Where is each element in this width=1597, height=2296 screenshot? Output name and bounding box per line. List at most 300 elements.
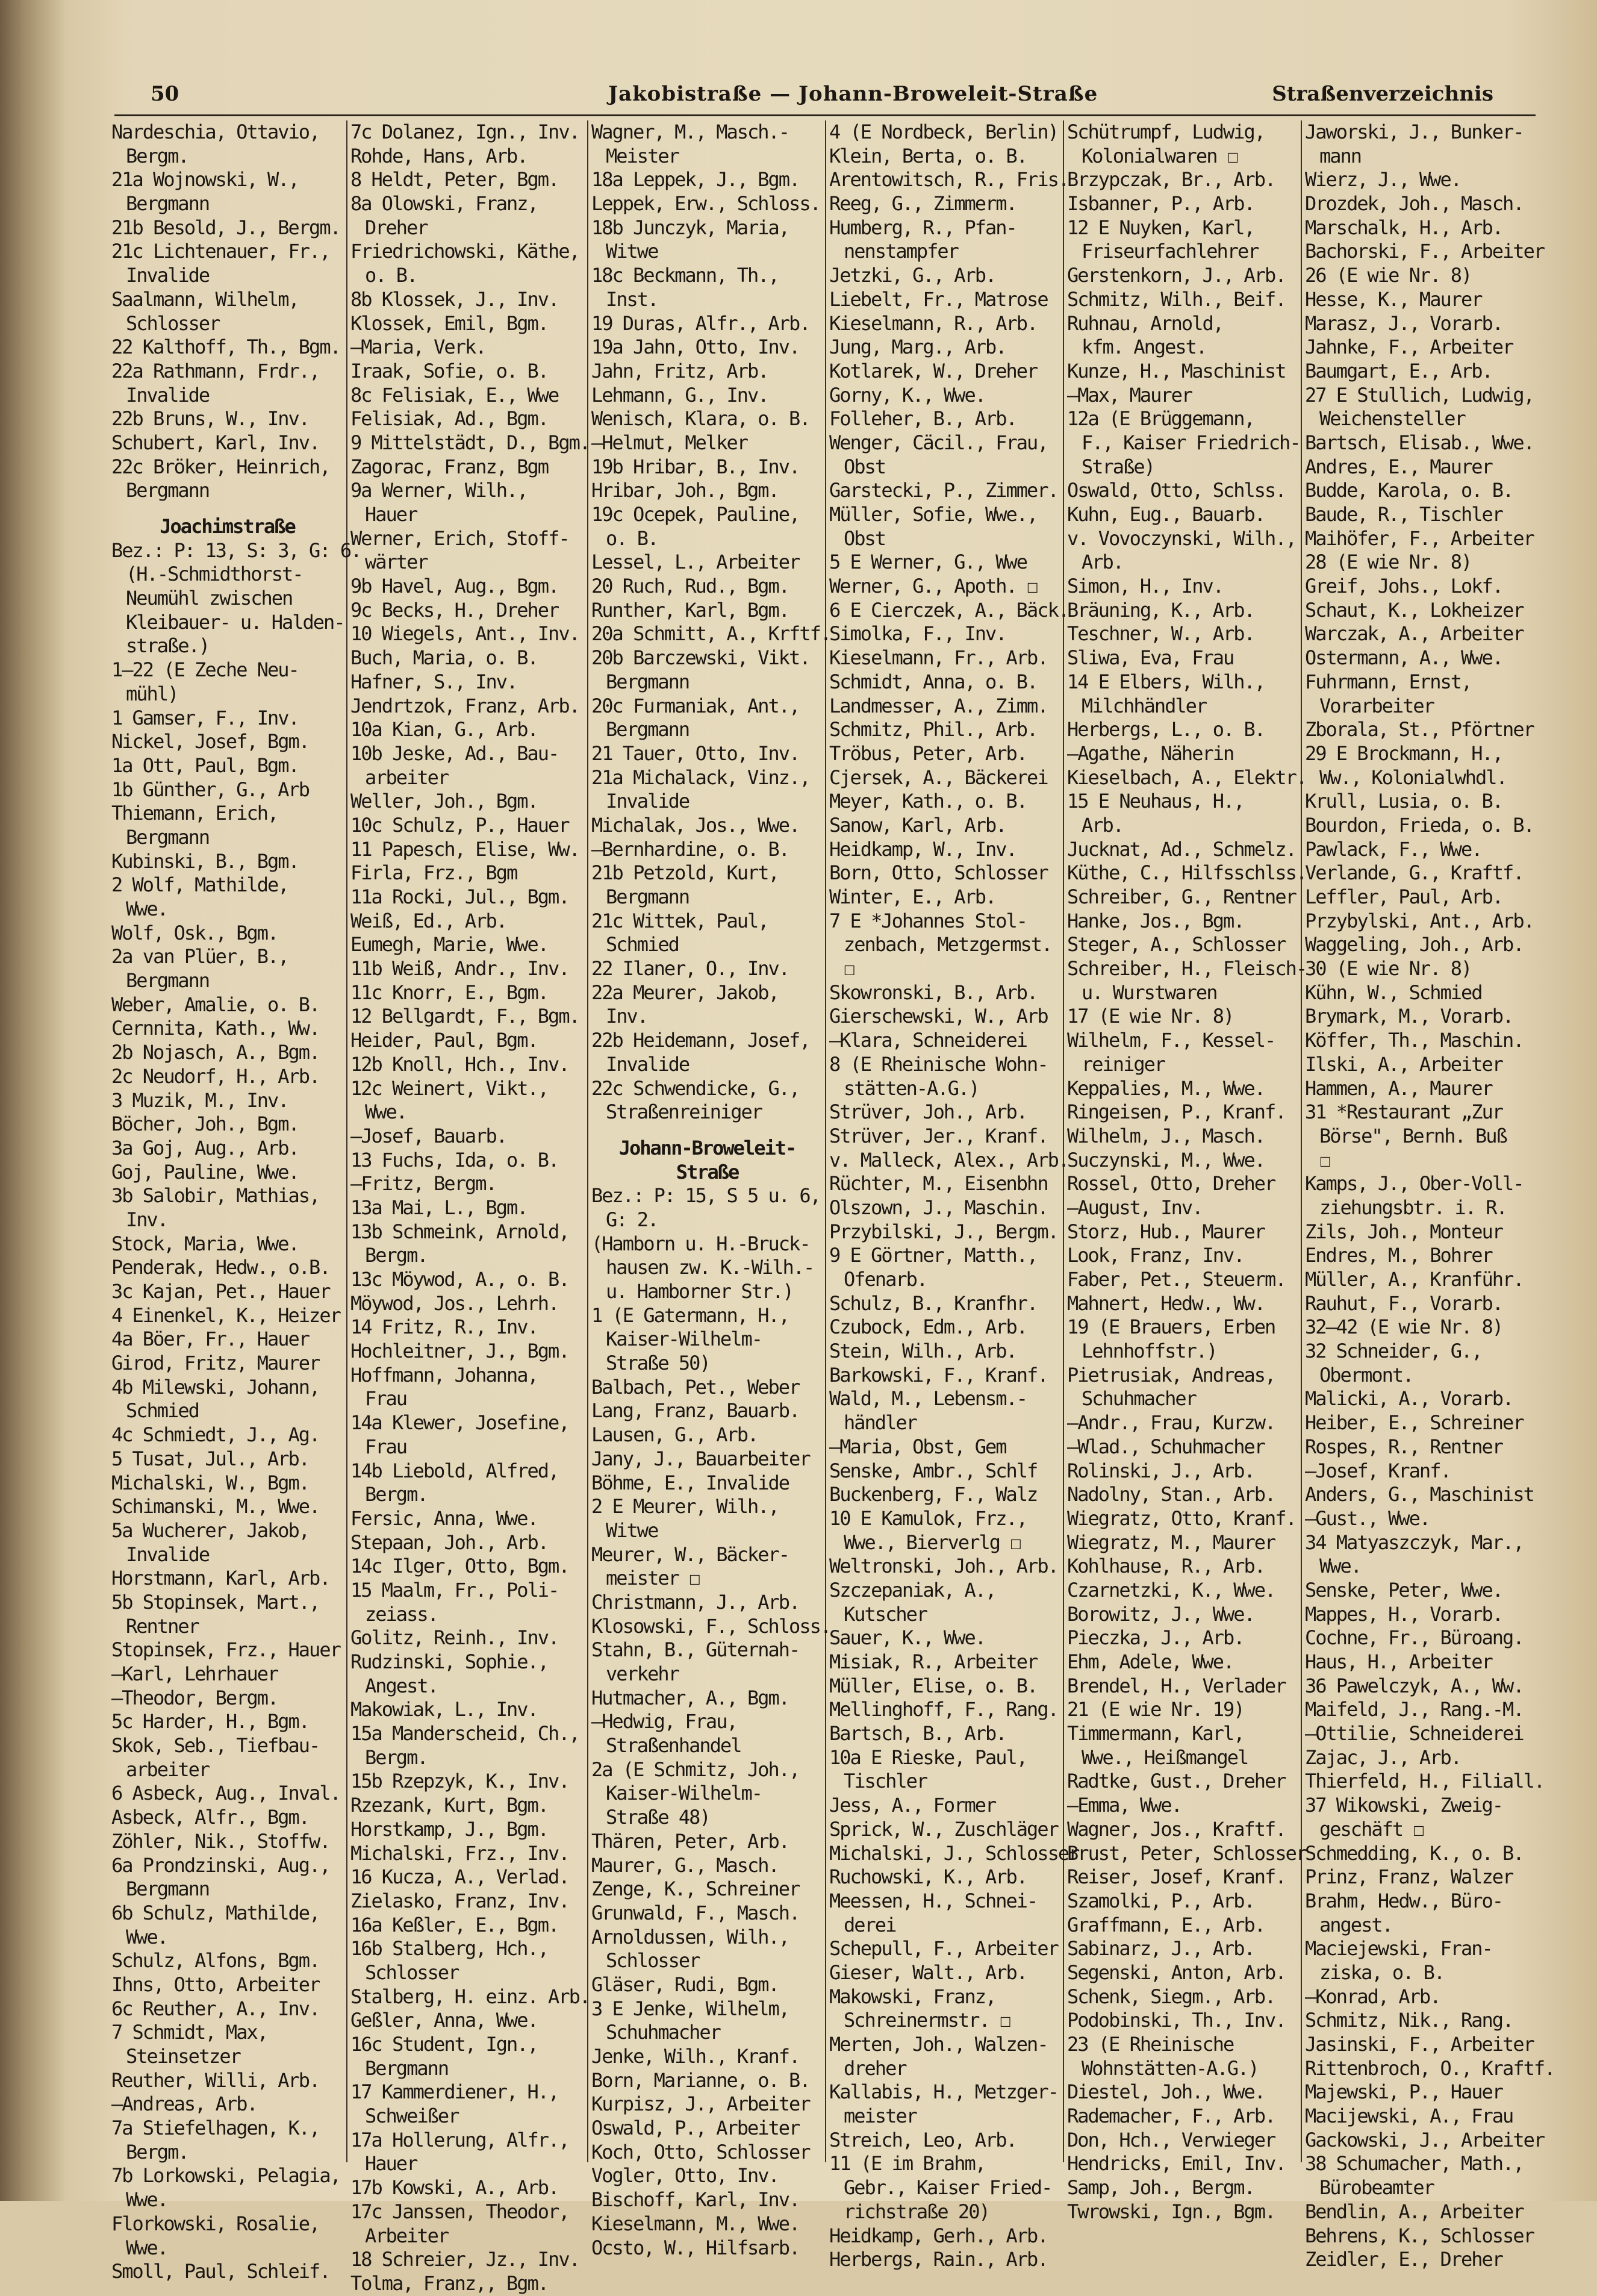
directory-entry-line: Smoll, Paul, Schleif.	[111, 2260, 330, 2283]
directory-entry-line: Simolka, F., Inv.	[829, 622, 1006, 646]
directory-entry-line: Werner, G., Apoth. ☐	[829, 575, 1038, 598]
directory-entry-line: Arbeiter	[365, 2224, 449, 2247]
directory-entry-line: Lausen, G., Arb.	[591, 1423, 758, 1447]
directory-entry-line: Thierfeld, H., Filiall.	[1305, 1770, 1545, 1793]
directory-entry-line: Rospes, R., Rentner	[1305, 1435, 1503, 1458]
directory-entry-line: Senske, Peter, Wwe.	[1305, 1578, 1503, 1602]
directory-entry-line: Budde, Karola, o. B.	[1305, 479, 1513, 502]
directory-entry-line: Endres, M., Bohrer	[1305, 1244, 1492, 1267]
directory-entry-line: Strüver, Joh., Arb.	[829, 1100, 1027, 1124]
directory-column-3	[591, 120, 831, 2259]
directory-entry-line: —August, Inv.	[1067, 1196, 1203, 1219]
directory-entry-line: Folleher, B., Arb.	[829, 407, 1016, 431]
directory-entry-line: Schmitz, Wilh., Beif.	[1067, 287, 1286, 311]
directory-entry-line: Witwe	[606, 1518, 658, 1542]
directory-entry-line: Schmedding, K., o. B.	[1305, 1841, 1524, 1865]
directory-entry-line: 9 Mittelstädt, D., Bgm.	[350, 431, 590, 454]
directory-entry-line: Verlande, G., Kraftf.	[1305, 861, 1524, 885]
directory-entry-line: Keppalies, M., Wwe.	[1067, 1076, 1265, 1100]
directory-entry-line: Rüchter, M., Eisenbhn	[829, 1172, 1048, 1196]
directory-entry-line: Baumgart, E., Arb.	[1305, 359, 1492, 382]
directory-entry-line: Hauer	[365, 2152, 417, 2176]
directory-entry-line: Bez.: P: 13, S: 3, G: 6.	[111, 538, 361, 562]
directory-entry-line: 5a Wucherer, Jakob,	[111, 1518, 310, 1542]
directory-entry-line: —Helmut, Melker	[591, 431, 747, 454]
directory-entry-line: 32 Schneider, G.,	[1305, 1340, 1482, 1363]
directory-entry-line: Kieselbach, A., Elektr.	[1067, 766, 1307, 789]
directory-entry-line: Invalide	[606, 790, 690, 813]
directory-entry-line: v. Malleck, Alex., Arb.	[829, 1148, 1069, 1171]
directory-entry-line: Rzezank, Kurt, Bgm.	[350, 1794, 549, 1817]
directory-entry-line: Schreiber, G., Rentner	[1067, 885, 1296, 908]
directory-entry-line: 20c Furmaniak, Ant.,	[591, 694, 800, 717]
directory-entry-line: Kallabis, H., Metzger-	[829, 2080, 1058, 2104]
directory-entry-line: 16b Stalberg, Hch.,	[350, 1937, 549, 1961]
directory-entry-line: Ehm, Adele, Wwe.	[1067, 1650, 1234, 1673]
directory-entry-line: Ofenarb.	[844, 1268, 927, 1291]
directory-entry-line: Hafner, S., Inv.	[350, 670, 517, 693]
directory-entry-line: Köffer, Th., Maschin.	[1305, 1029, 1524, 1052]
directory-entry-line: G: 2.	[606, 1208, 658, 1231]
directory-entry-line: Klossek, Emil, Bgm.	[350, 311, 549, 335]
directory-entry-line: Heiber, E., Schreiner	[1305, 1411, 1524, 1435]
directory-entry-line: Weller, Joh., Bgm.	[350, 790, 538, 813]
directory-entry-line: u. Wurstwaren	[1082, 981, 1217, 1004]
directory-entry-line: Jendrtzok, Franz, Arb.	[350, 694, 579, 717]
directory-entry-line: Hendricks, Emil, Inv.	[1067, 2152, 1286, 2176]
directory-entry-line: Borowitz, J., Wwe.	[1067, 1602, 1254, 1626]
directory-entry-line: 3a Goj, Aug., Arb.	[111, 1136, 299, 1159]
directory-entry-line: Arb.	[1082, 813, 1124, 837]
directory-entry-line: Cochne, Fr., Büroang.	[1305, 1626, 1524, 1650]
directory-entry-line: Simon, H., Inv.	[1067, 575, 1223, 598]
directory-entry-line: Winter, E., Arb.	[829, 885, 996, 908]
directory-entry-line: 6a Prondzinski, Aug.,	[111, 1853, 330, 1877]
directory-entry-line: Bergmann	[126, 969, 210, 993]
directory-entry-line: 21b Besold, J., Bergm.	[111, 216, 340, 239]
directory-entry-line: 12 Bellgardt, F., Bgm.	[350, 1005, 579, 1028]
directory-entry-line: Bergmann	[365, 2056, 449, 2080]
directory-entry-line: dreher	[844, 2056, 906, 2080]
directory-entry-line: Schuhmacher	[1082, 1387, 1196, 1411]
directory-entry-line: meister ☐	[606, 1567, 700, 1590]
directory-entry-line: 1 Gamser, F., Inv.	[111, 706, 299, 729]
directory-entry-line: Schulz, Alfons, Bgm.	[111, 1949, 320, 1973]
directory-entry-line: 21c Lichtenauer, Fr.,	[111, 240, 330, 263]
directory-entry-line: 3 E Jenke, Wilhelm,	[591, 1997, 789, 2020]
directory-entry-line: u. Hamborner Str.)	[606, 1280, 793, 1303]
directory-entry-line: Börse", Bernh. Buß	[1319, 1124, 1507, 1147]
directory-entry-line: 19 (E Brauers, Erben	[1067, 1315, 1275, 1339]
directory-entry-line: Mellinghoff, F., Rang.	[829, 1698, 1058, 1721]
directory-entry-line: Bergmann	[126, 192, 210, 216]
directory-entry-line: Herbergs, Rain., Arb.	[829, 2248, 1048, 2271]
directory-entry-line: Pieczka, J., Arb.	[1067, 1626, 1244, 1650]
directory-entry-line: Invalide	[126, 383, 210, 407]
directory-entry-line: 22c Bröker, Heinrich,	[111, 455, 330, 478]
directory-entry-line: —Agathe, Näherin	[1067, 741, 1234, 765]
directory-entry-line: 13c Möywod, A., o. B.	[350, 1268, 569, 1291]
directory-entry-line: ☐	[1319, 1148, 1330, 1171]
directory-entry-line: Wald, M., Lebensm.-	[829, 1387, 1027, 1411]
directory-entry-line: Schenk, Siegm., Arb.	[1067, 1985, 1275, 2008]
directory-entry-line: Malicki, A., Vorarb.	[1305, 1387, 1513, 1411]
directory-entry-line: 10b Jeske, Ad., Bau-	[350, 741, 559, 765]
directory-entry-line: richstraße 20)	[844, 2200, 989, 2223]
directory-entry-line: Reeg, G., Zimmerm.	[829, 192, 1016, 216]
directory-entry-line: Christmann, J., Arb.	[591, 1590, 800, 1614]
directory-entry-line: Szamolki, P., Arb.	[1067, 1889, 1254, 1912]
directory-entry-line: —Fritz, Bergm.	[350, 1172, 496, 1196]
directory-entry-line: 9b Havel, Aug., Bgm.	[350, 575, 559, 598]
directory-entry-line: Gebr., Kaiser Fried-	[844, 2176, 1052, 2200]
directory-entry-line: Kolonialwaren ☐	[1082, 144, 1237, 167]
directory-entry-line: 21 Tauer, Otto, Inv.	[591, 741, 800, 765]
directory-entry-line: Wierz, J., Wwe.	[1305, 168, 1461, 192]
directory-entry-line: 34 Matyaszczyk, Mar.,	[1305, 1530, 1524, 1554]
directory-entry-line: Friedrichowski, Käthe,	[350, 240, 579, 263]
directory-entry-line: Kühn, W., Schmied	[1305, 981, 1482, 1004]
directory-entry-line: Kurpisz, J., Arbeiter	[591, 2092, 810, 2116]
directory-entry-line: angest.	[1319, 1913, 1392, 1936]
directory-entry-line: 18b Junczyk, Maria,	[591, 216, 789, 239]
directory-entry-line: Meessen, H., Schnei-	[829, 1889, 1038, 1912]
directory-entry-line: Prinz, Franz, Walzer	[1305, 1865, 1513, 1889]
directory-entry-line: Jany, J., Bauarbeiter	[591, 1447, 810, 1470]
directory-entry-line: Jetzki, G., Arb.	[829, 264, 996, 287]
directory-entry-line: Czubock, Edm., Arb.	[829, 1315, 1027, 1339]
directory-entry-line: 21a Wojnowski, W.,	[111, 168, 299, 192]
directory-entry-line: 2c Neudorf, H., Arb.	[111, 1064, 320, 1088]
directory-entry-line: Skowronski, B., Arb.	[829, 981, 1038, 1004]
directory-entry-line: 11 Papesch, Elise, Ww.	[350, 837, 579, 861]
directory-entry-line: Bergmann	[126, 825, 210, 849]
directory-entry-line: 14c Ilger, Otto, Bgm.	[350, 1555, 569, 1578]
directory-entry-line: Hutmacher, A., Bgm.	[591, 1686, 789, 1709]
directory-entry-line: 12b Knoll, Hch., Inv.	[350, 1052, 569, 1076]
directory-entry-line: 8 Heldt, Peter, Bgm.	[350, 168, 559, 192]
directory-entry-line: 17c Janssen, Theodor,	[350, 2200, 569, 2223]
directory-entry-line: 21b Petzold, Kurt,	[591, 861, 779, 885]
directory-entry-line: Steger, A., Schlosser	[1067, 933, 1286, 956]
directory-entry-line: Greif, Johs., Lokf.	[1305, 575, 1503, 598]
directory-entry-line: Don, Hch., Verwieger	[1067, 2128, 1275, 2151]
directory-entry-line: Mahnert, Hedw., Ww.	[1067, 1291, 1265, 1315]
directory-entry-line: Hanke, Jos., Bgm.	[1067, 909, 1244, 932]
directory-entry-line: Kieselmann, R., Arb.	[829, 311, 1038, 335]
directory-entry-line: Inst.	[606, 287, 658, 311]
directory-entry-line: Landmesser, A., Zimm.	[829, 694, 1048, 717]
directory-entry-line: 11 (E im Brahm,	[829, 2152, 985, 2176]
directory-entry-line: Hoffmann, Johanna,	[350, 1363, 538, 1387]
directory-entry-line: Grunwald, F., Masch.	[591, 1901, 800, 1924]
directory-entry-line: 8b Klossek, J., Inv.	[350, 287, 559, 311]
directory-entry-line: Straßenreiniger	[606, 1100, 762, 1124]
directory-entry-line: Behrens, K., Schlosser	[1305, 2224, 1534, 2247]
directory-entry-line: Humberg, R., Pfan-	[829, 216, 1016, 239]
directory-entry-line: Look, Franz, Inv.	[1067, 1244, 1244, 1267]
directory-entry-line: Misiak, R., Arbeiter	[829, 1650, 1038, 1673]
directory-entry-line: Lessel, L., Arbeiter	[591, 551, 800, 574]
directory-entry-line: Heidkamp, W., Inv.	[829, 837, 1016, 861]
directory-entry-line: Olszown, J., Maschin.	[829, 1196, 1048, 1219]
directory-entry-line: Hribar, Joh., Bgm.	[591, 479, 779, 502]
directory-entry-line: Barkowski, F., Kranf.	[829, 1363, 1048, 1387]
directory-entry-line: 22b Heidemann, Josef,	[591, 1029, 810, 1052]
directory-entry-line: Michalak, Jos., Wwe.	[591, 813, 800, 837]
section-title: Straßenverzeichnis	[1272, 82, 1493, 106]
directory-entry-line: Thiemann, Erich,	[111, 802, 278, 825]
directory-entry-line: 5b Stopinsek, Mart.,	[111, 1590, 320, 1614]
directory-entry-line: Herbergs, L., o. B.	[1067, 718, 1265, 741]
directory-entry-line: Skok, Seb., Tiefbau-	[111, 1734, 320, 1758]
directory-entry-line: Bergmann	[606, 885, 690, 908]
directory-entry-line: Frau	[365, 1387, 407, 1411]
directory-entry-line: Bourdon, Frieda, o. B.	[1305, 813, 1534, 837]
directory-entry-line: Stein, Wilh., Arb.	[829, 1340, 1016, 1363]
directory-entry-line: 17 Kammerdiener, H.,	[350, 2080, 559, 2104]
directory-column-5	[1067, 120, 1307, 2223]
directory-entry-line: verkehr	[606, 1662, 679, 1685]
directory-entry-line: Werner, Erich, Stoff-	[350, 526, 569, 550]
directory-entry-line: Obst	[844, 526, 886, 550]
directory-entry-line: arbeiter	[126, 1758, 210, 1781]
directory-entry-line: Michalski, J., Schlosser	[829, 1841, 1079, 1865]
directory-entry-line: Wwe., Bierverlg ☐	[844, 1530, 1021, 1554]
directory-entry-line: nenstampfer	[844, 240, 958, 263]
directory-entry-line: Faber, Pet., Steuerm.	[1067, 1268, 1286, 1291]
directory-entry-line: 16c Student, Ign.,	[350, 2033, 538, 2056]
directory-entry-line: Bartsch, B., Arb.	[829, 1722, 1006, 1745]
directory-entry-line: 15a Manderscheid, Ch.,	[350, 1722, 579, 1745]
directory-entry-line: Rohde, Hans, Arb.	[350, 144, 528, 167]
directory-entry-line: Kieselmann, M., Wwe.	[591, 2212, 800, 2235]
directory-entry-line: Schlosser	[365, 1961, 459, 1984]
directory-entry-line: 23 (E Rheinische	[1067, 2033, 1234, 2056]
directory-entry-line: 31 *Restaurant „Zur	[1305, 1100, 1503, 1124]
directory-entry-line: Wwe.	[126, 1925, 168, 1948]
directory-entry-line: 8c Felisiak, E., Wwe	[350, 383, 559, 407]
directory-entry-line: Marschalk, H., Arb.	[1305, 216, 1503, 239]
directory-entry-line: Stepaan, Joh., Arb.	[350, 1530, 549, 1554]
directory-entry-line: Ww., Kolonialwhdl.	[1319, 766, 1507, 789]
directory-entry-line: 27 E Stullich, Ludwig,	[1305, 383, 1534, 407]
directory-entry-line: Brendel, H., Verlader	[1067, 1674, 1286, 1697]
directory-entry-line: Leppek, Erw., Schloss.	[591, 192, 820, 216]
directory-entry-line: Oswald, P., Arbeiter	[591, 2117, 800, 2140]
directory-entry-line: Weltronski, Joh., Arb.	[829, 1555, 1058, 1578]
directory-entry-line: Nickel, Josef, Bgm.	[111, 730, 310, 753]
directory-entry-line: 1 (E Gatermann, H.,	[591, 1303, 789, 1327]
directory-entry-line: Hesse, K., Maurer	[1305, 287, 1482, 311]
directory-entry-line: ziska, o. B.	[1319, 1961, 1445, 1984]
directory-entry-line: —Wlad., Schuhmacher	[1067, 1435, 1265, 1458]
directory-entry-line: Ihns, Otto, Arbeiter	[111, 1973, 320, 1996]
directory-entry-line: Brahm, Hedw., Büro-	[1305, 1889, 1503, 1912]
directory-entry-line: 7b Lorkowski, Pelagia,	[111, 2164, 340, 2188]
directory-entry-line: Przybilski, J., Bergm.	[829, 1220, 1058, 1243]
directory-entry-line: —Theodor, Bergm.	[111, 1686, 278, 1709]
directory-entry-line: 13b Schmeink, Arnold,	[350, 1220, 569, 1243]
directory-entry-line: Hammen, A., Maurer	[1305, 1076, 1492, 1100]
directory-entry-line: 1—22 (E Zeche Neu-	[111, 658, 299, 682]
directory-entry-line: Bendlin, A., Arbeiter	[1305, 2200, 1524, 2223]
directory-entry-line: F., Kaiser Friedrich-	[1082, 431, 1300, 454]
directory-entry-line: Golitz, Reinh., Inv.	[350, 1626, 559, 1650]
directory-entry-line: Firla, Frz., Bgm	[350, 861, 517, 885]
directory-entry-line: Mappes, H., Vorarb.	[1305, 1602, 1503, 1626]
directory-entry-line: Pawlack, F., Wwe.	[1305, 837, 1482, 861]
directory-entry-line: Maciejewski, Fran-	[1305, 1937, 1492, 1961]
directory-entry-line: Friseurfachlehrer	[1082, 240, 1259, 263]
directory-entry-line: Möywod, Jos., Lehrh.	[350, 1291, 559, 1315]
directory-entry-line: —Maria, Verk.	[350, 335, 486, 359]
directory-entry-line: 10 E Kamulok, Frz.,	[829, 1506, 1027, 1530]
directory-entry-line: Bergmann	[606, 670, 690, 693]
directory-entry-line: Sabinarz, J., Arb.	[1067, 1937, 1254, 1961]
directory-entry-line: 30 (E wie Nr. 8)	[1305, 957, 1472, 981]
directory-entry-line: Ilski, A., Arbeiter	[1305, 1052, 1503, 1076]
directory-entry-line: Sprick, W., Zuschläger	[829, 1817, 1058, 1841]
directory-entry-line: Tröbus, Peter, Arb.	[829, 741, 1027, 765]
directory-entry-line: Wenger, Cäcil., Frau,	[829, 431, 1048, 454]
directory-entry-line: Zajac, J., Arb.	[1305, 1745, 1461, 1769]
directory-entry-line: Heider, Paul, Bgm.	[350, 1029, 538, 1052]
directory-column-4	[829, 120, 1079, 2271]
directory-entry-line: kfm. Angest.	[1082, 335, 1207, 359]
directory-entry-line: Michalski, Frz., Inv.	[350, 1841, 569, 1865]
directory-entry-line: Rauhut, F., Vorarb.	[1305, 1291, 1503, 1315]
directory-entry-line: Marasz, J., Vorarb.	[1305, 311, 1503, 335]
directory-entry-line: Schaut, K., Lokheizer	[1305, 598, 1524, 622]
directory-entry-line: Schulz, B., Kranfhr.	[829, 1291, 1038, 1315]
directory-entry-line: Gieser, Walt., Arb.	[829, 1961, 1027, 1984]
directory-entry-line: 28 (E wie Nr. 8)	[1305, 551, 1472, 574]
directory-entry-line: 15 Maalm, Fr., Poli-	[350, 1578, 559, 1602]
directory-entry-line: Balbach, Pet., Weber	[591, 1375, 800, 1399]
directory-entry-line: Weiß, Ed., Arb.	[350, 909, 506, 932]
directory-entry-line: Wilhelm, F., Kessel-	[1067, 1029, 1275, 1052]
directory-entry-line: 10a Kian, G., Arb.	[350, 718, 538, 741]
directory-entry-line: Inv.	[606, 1005, 648, 1028]
header-rule	[114, 114, 1536, 116]
directory-entry-line: Schubert, Karl, Inv.	[111, 431, 320, 454]
directory-entry-line: 22a Rathmann, Frdr.,	[111, 359, 320, 382]
directory-entry-line: 19a Jahn, Otto, Inv.	[591, 335, 800, 359]
directory-entry-line: Garstecki, P., Zimmer.	[829, 479, 1058, 502]
directory-entry-line: Szczepaniak, A.,	[829, 1578, 996, 1602]
directory-entry-line: Brust, Peter, Schlosser	[1067, 1841, 1307, 1865]
directory-entry-line: Bergm.	[365, 1745, 428, 1769]
directory-entry-line: Andres, E., Maurer	[1305, 455, 1492, 478]
directory-entry-line: Diestel, Joh., Wwe.	[1067, 2080, 1265, 2104]
directory-entry-line: Podobinski, Th., Inv.	[1067, 2009, 1286, 2032]
directory-entry-line: 5 E Werner, G., Wwe	[829, 551, 1027, 574]
directory-entry-line: 22 Ilaner, O., Inv.	[591, 957, 789, 981]
directory-entry-line: —Konrad, Arb.	[1305, 1985, 1440, 2008]
directory-entry-line: Gorny, K., Wwe.	[829, 383, 985, 407]
directory-entry-line: arbeiter	[365, 766, 449, 789]
directory-entry-line: —Gust., Wwe.	[1305, 1506, 1430, 1530]
directory-entry-line: Krull, Lusia, o. B.	[1305, 790, 1503, 813]
directory-entry-line: 32—42 (E wie Nr. 8)	[1305, 1315, 1503, 1339]
directory-entry-line: —Ottilie, Schneiderei	[1305, 1722, 1524, 1745]
directory-entry-line: Rentner	[126, 1614, 199, 1638]
directory-entry-line: —Maria, Obst, Gem	[829, 1435, 1006, 1458]
directory-entry-line: 10c Schulz, P., Hauer	[350, 813, 569, 837]
directory-entry-line: Obermont.	[1319, 1363, 1413, 1387]
directory-entry-line: Przybylski, Ant., Arb.	[1305, 909, 1534, 932]
directory-entry-line: Schuhmacher	[606, 2021, 720, 2044]
directory-entry-line: 12 E Nuyken, Karl,	[1067, 216, 1254, 239]
directory-entry-line: Gierschewski, W., Arb	[829, 1005, 1048, 1028]
directory-entry-line: mann	[1319, 144, 1362, 167]
directory-entry-line: Ruchowski, K., Arb.	[829, 1865, 1027, 1889]
directory-entry-line: 15 E Neuhaus, H.,	[1067, 790, 1244, 813]
directory-entry-line: 14 Fritz, R., Inv.	[350, 1315, 538, 1339]
directory-entry-line: 1b Günther, G., Arb	[111, 778, 310, 801]
directory-entry-line: 4c Schmiedt, J., Ag.	[111, 1423, 320, 1447]
directory-entry-line: Runther, Karl, Bgm.	[591, 598, 789, 622]
directory-entry-line: Ringeisen, P., Kranf.	[1067, 1100, 1286, 1124]
directory-entry-line: Stock, Maria, Wwe.	[111, 1232, 299, 1255]
directory-entry-line: Radtke, Gust., Dreher	[1067, 1770, 1286, 1793]
directory-entry-line: Straße 50)	[606, 1352, 710, 1375]
directory-entry-line: 8 (E Rheinische Wohn-	[829, 1052, 1048, 1076]
directory-entry-line: Reiser, Josef, Kranf.	[1067, 1865, 1286, 1889]
directory-entry-line: Schlosser	[126, 311, 220, 335]
directory-entry-line: 6 Asbeck, Aug., Inval.	[111, 1782, 340, 1805]
directory-entry-line: Kieselmann, Fr., Arb.	[829, 646, 1048, 670]
directory-entry-line: Zeidler, E., Dreher	[1305, 2248, 1503, 2271]
directory-entry-line: 17a Hollerung, Alfr.,	[350, 2128, 569, 2151]
directory-entry-line: 2 Wolf, Mathilde,	[111, 873, 288, 897]
directory-entry-line: Meister	[606, 144, 679, 167]
directory-entry-line: Saalmann, Wilhelm,	[111, 287, 299, 311]
directory-entry-line: Inv.	[126, 1208, 168, 1231]
directory-entry-line: Waggeling, Joh., Arb.	[1305, 933, 1524, 956]
directory-entry-line: 19b Hribar, B., Inv.	[591, 455, 800, 478]
directory-entry-line: Neumühl zwischen	[126, 587, 293, 610]
directory-entry-line: Jahn, Fritz, Arb.	[591, 359, 768, 382]
directory-entry-line: 29 E Brockmann, H.,	[1305, 741, 1503, 765]
directory-entry-line: Kuhn, Eug., Bauarb.	[1067, 503, 1265, 526]
directory-entry-line: Ruhnau, Arnold,	[1067, 311, 1223, 335]
directory-entry-line: Schlosser	[606, 1949, 700, 1973]
directory-entry-line: Wwe.	[365, 1100, 407, 1124]
directory-entry-line: Schmidt, Anna, o. B.	[829, 670, 1038, 693]
directory-entry-line: Dreher	[365, 216, 428, 239]
directory-entry-line: Frau	[365, 1435, 407, 1458]
directory-entry-line: Wwe.	[126, 2236, 168, 2259]
directory-entry-line: 7 Schmidt, Max,	[111, 2021, 267, 2044]
directory-entry-line: Wagner, M., Masch.-	[591, 120, 789, 143]
directory-entry-line: Jaworski, J., Bunker-	[1305, 120, 1524, 143]
directory-entry-line: händler	[844, 1411, 917, 1435]
directory-entry-line: Kamps, J., Ober-Voll-	[1305, 1172, 1524, 1196]
directory-entry-line: Sliwa, Eva, Frau	[1067, 646, 1234, 670]
directory-entry-line: 4a Böer, Fr., Hauer	[111, 1327, 310, 1351]
directory-entry-line: Cjersek, A., Bäckerei	[829, 766, 1048, 789]
directory-entry-line: v. Vovoczynski, Wilh.,	[1067, 526, 1296, 550]
directory-entry-line: Sauer, K., Wwe.	[829, 1626, 985, 1650]
directory-entry-line: Küthe, C., Hilfsschlss.	[1067, 861, 1307, 885]
directory-entry-line: Brzypczak, Br., Arb.	[1067, 168, 1275, 192]
directory-entry-line: Invalide	[126, 264, 210, 287]
directory-entry-line: Rudzinski, Sophie.,	[350, 1650, 549, 1673]
directory-entry-line: Wohnstätten-A.G.)	[1082, 2056, 1259, 2080]
directory-entry-line: 9 E Görtner, Matth.,	[829, 1244, 1038, 1267]
